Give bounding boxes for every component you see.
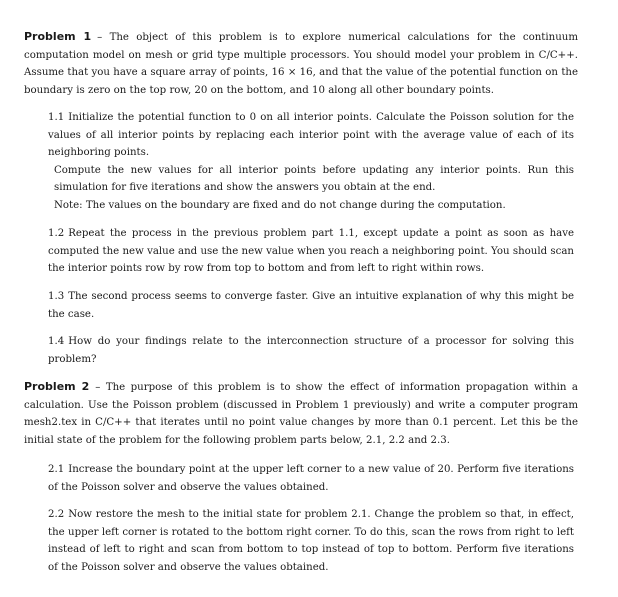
part-2-1-text: Increase the boundary point at the upper left corner to a new value of 20. Perform five iterations of the Poisson solver and observe the values obtained. — [48, 464, 574, 493]
part-2-2-number: 2.2 — [48, 509, 65, 520]
part-1-4 — [48, 333, 574, 368]
part-2-1-number: 2.1 — [48, 464, 65, 475]
problem-2-intro — [24, 378, 578, 449]
part-2-2 — [48, 506, 574, 576]
part-1-3 — [48, 288, 574, 323]
part-1-3-number: 1.3 — [48, 291, 65, 302]
problem-1-heading: Problem 1 — [24, 30, 92, 43]
part-1-1 — [48, 109, 574, 214]
part-1-1-note: Note: The values on the boundary are fixed and do not change during the computation. — [54, 199, 506, 211]
part-2-1 — [48, 461, 574, 496]
part-1-1-extra: Compute the new values for all interior points before updating any interior points. Run this simulation for five iterations and show the answers you obtain at the end. — [54, 164, 574, 193]
part-2-2-text: Now restore the mesh to the initial state for problem 2.1. Change the problem so that, in effect, the upper left corner is rotated to the bottom right corner. To do this, scan the rows from right to left instead of left to right and scan from bottom to top instead of top to bottom. Perform five iterations of the Poisson solver and observe the values obtained. — [48, 509, 574, 573]
part-1-2-text: Repeat the process in the previous problem part 1.1, except update a point as soon as have computed the new value and use the new value when you reach a neighboring point. You should scan the interior points row by row from top to bottom and from left to right within rows. — [48, 228, 574, 274]
part-1-3-text: The second process seems to converge faster. Give an intuitive explanation of why this might be the case. — [48, 291, 574, 320]
part-1-2-number: 1.2 — [48, 228, 65, 239]
problem-1-intro-text: – The object of this problem is to explore numerical calculations for the continuum computation model on mesh or grid type multiple processors. You should model your problem in C/C++. Assume that you have a square array of points, 16 × 16, and that the value of the potential function on the boundary is zero on the top row, 20 on the bottom, and 10 along all other boundary points. — [24, 32, 578, 96]
part-1-1-text: Initialize the potential function to 0 on all interior points. Calculate the Poisson solution for the values of all interior points by replacing each interior point with the average value of each of its neighboring points. — [48, 112, 574, 158]
part-1-4-text: How do your findings relate to the interconnection structure of a processor for solving this problem? — [48, 336, 574, 365]
problem-1-intro — [24, 28, 578, 99]
part-1-2 — [48, 225, 574, 278]
part-1-4-number: 1.4 — [48, 336, 65, 347]
part-1-1-number: 1.1 — [48, 112, 65, 123]
problem-2-heading: Problem 2 — [24, 380, 90, 393]
problem-2-intro-text: – The purpose of this problem is to show the effect of information propagation within a calculation. Use the Poisson problem (discussed in Problem 1 previously) and write a computer program mesh2.tex in C/C++ that iterates until no point value changes by more than 0.1 percent. Let this be the initial state of the problem for the following problem parts below, 2.1, 2.2 and 2.3. — [24, 382, 578, 446]
